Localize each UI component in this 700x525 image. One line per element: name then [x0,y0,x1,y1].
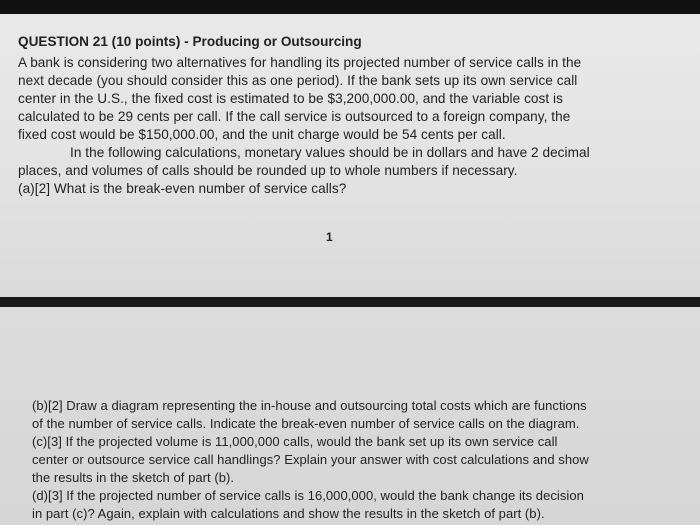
paragraph-line: fixed cost would be $150,000.00, and the unit charge would be 54 cents per call. [18,127,506,142]
question-page-top [0,14,700,297]
part-d-line: in part (c)? Again, explain with calculations and show the results in the sketch of part (b). [32,506,545,521]
question-title: QUESTION 21 (10 points) - Producing or Outsourcing [18,34,362,49]
paragraph-line: center in the U.S., the fixed cost is estimated to be $3,200,000.00, and the variable cost is [18,91,563,106]
page-divider [0,297,700,307]
paragraph-line: A bank is considering two alternatives for handling its projected number of service calls in the [18,55,582,70]
instruction-line: In the following calculations, monetary values should be in dollars and have 2 decimal [70,145,590,160]
instruction-line: places, and volumes of calls should be rounded up to whole numbers if necessary. [18,163,518,178]
part-b-line: (b)[2] Draw a diagram representing the in-house and outsourcing total costs which are functions [32,398,587,413]
paragraph-line: calculated to be 29 cents per call. If the call service is outsourced to a foreign company, the [18,109,571,124]
paragraph-line: next decade (you should consider this as one period). If the bank sets up its own service call [18,73,578,88]
part-c-line: center or outsource service call handlings? Explain your answer with cost calculations and show [32,452,589,467]
part-c-line: the results in the sketch of part (b). [32,470,235,485]
part-c-line: (c)[3] If the projected volume is 11,000,000 calls, would the bank set up its own service call [32,434,558,449]
part-d-line: (d)[3] If the projected number of service calls is 16,000,000, would the bank change its decision [32,488,584,503]
part-b-line: of the number of service calls. Indicate the break-even number of service calls on the diagram. [32,416,580,431]
question-page-bottom [0,307,700,525]
page-number: 1 [326,230,333,244]
part-a-question: (a)[2] What is the break-even number of service calls? [18,181,347,196]
